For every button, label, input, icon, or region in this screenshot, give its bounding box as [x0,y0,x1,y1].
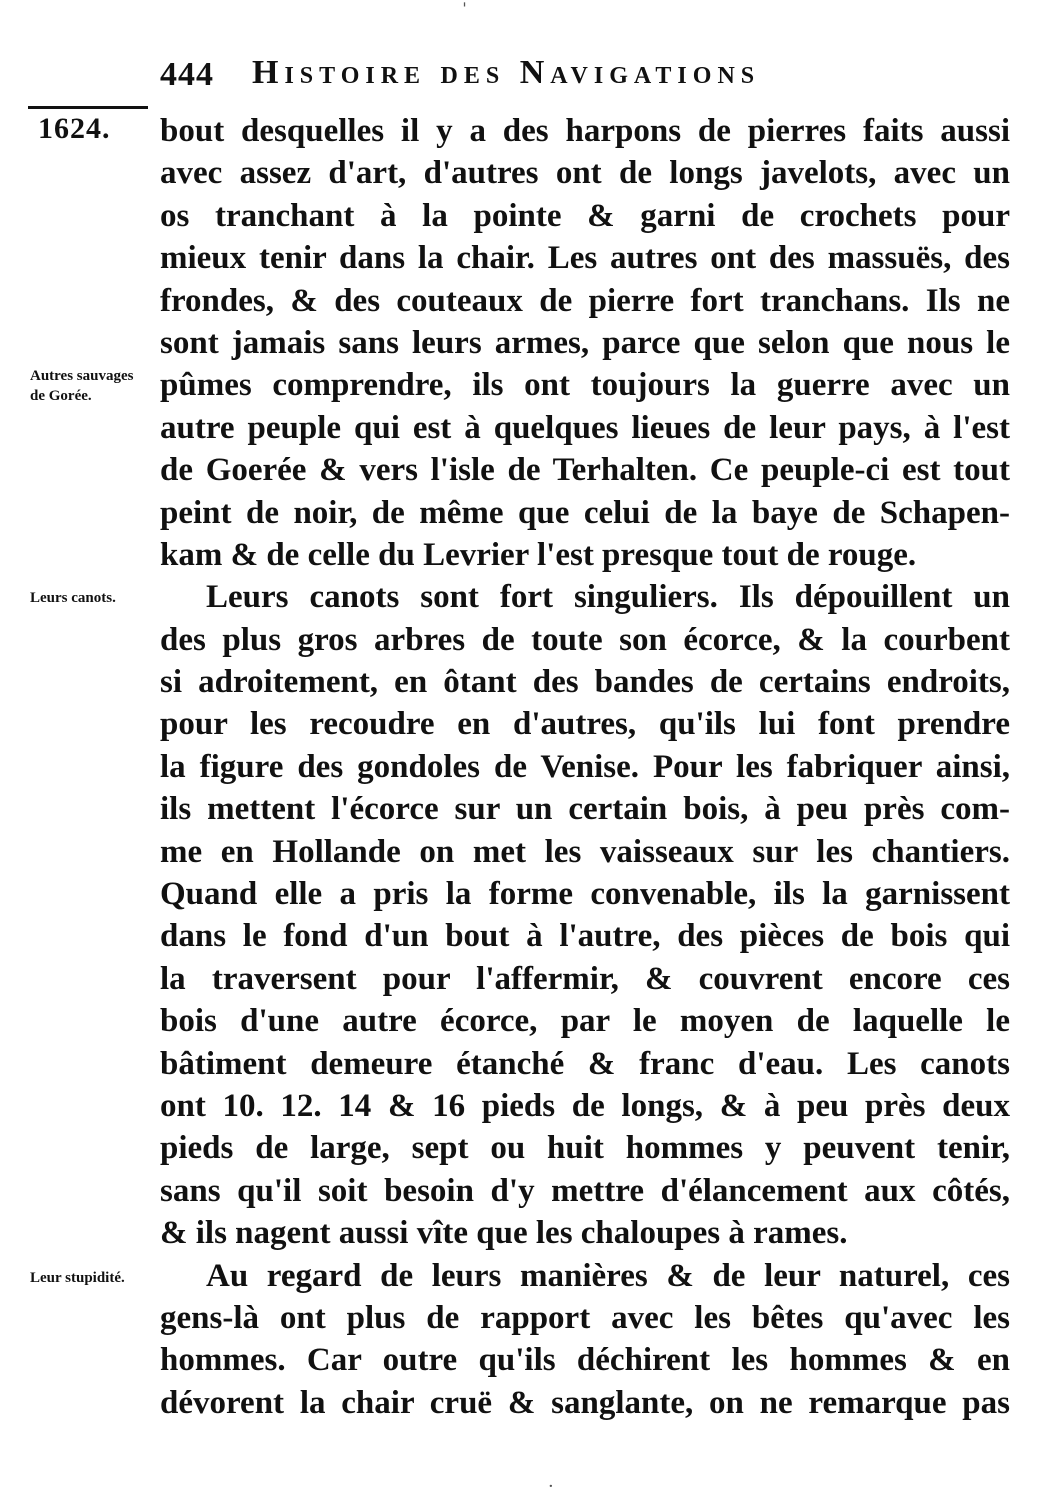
text-line: si adroitement, en ôtant des bandes de certains endroits, [160,664,1010,701]
text-line: sont jamais sans leurs armes, parce que selon que nous le [160,324,1010,361]
running-header [160,52,1020,102]
text-line: frondes, & des couteaux de pierre fort tranchans. Ils ne [160,282,1010,319]
text-line: la traversent pour l'affermir, & couvrent encore ces [160,960,1010,997]
running-title: Histoire des Navigations [252,54,761,91]
text-line: Au regard de leurs manières & de leur naturel, ces [206,1257,1010,1294]
text-line: dans le fond d'un bout à l'autre, des pièces de bois qui [160,918,1010,955]
margin-note-autres-sauvages: Autres sauvages de Gorée. [30,368,134,404]
text-line: & ils nagent aussi vîte que les chaloupes à rames. [160,1215,848,1252]
text-line: gens-là ont plus de rapport avec les bêtes qu'avec les [160,1299,1010,1336]
text-line: me en Hollande on met les vaisseaux sur les chantiers. [160,833,1010,870]
text-line: bout desquelles il y a des harpons de pierres faits aussi [160,113,1010,149]
text-line: autre peuple qui est à quelques lieues de leur pays, à l'est [160,409,1010,446]
text-line: os tranchant à la pointe & garni de crochets pour [160,197,1010,234]
text-line: peint de noir, de même que celui de la baye de Schapen- [160,494,1010,531]
text-line: Leurs canots sont fort singuliers. Ils dépouillent un [206,579,1010,616]
text-line: des plus gros arbres de toute son écorce, & la courbent [160,621,1010,658]
text-line: de Goerée & vers l'isle de Terhalten. Ce peuple-ci est tout [160,452,1010,489]
text-line: Quand elle a pris la forme convenable, ils la garnissent [160,876,1010,913]
text-line: bâtiment demeure étanché & franc d'eau. Les canots [160,1045,1010,1082]
margin-note-leur-stupidite: Leur stupidité. [30,1270,125,1286]
text-line: pieds de large, sept ou huit hommes y peuvent tenir, [160,1130,1010,1167]
text-line: ils mettent l'écorce sur un certain bois, à peu près com- [160,791,1010,828]
text-line: ont 10. 12. 14 & 16 pieds de longs, & à peu près deux [160,1087,1010,1124]
margin-note-leurs-canots: Leurs canots. [30,590,116,606]
text-line: pûmes comprendre, ils ont toujours la guerre avec un [160,367,1010,404]
text-line: pour les recoudre en d'autres, qu'ils lui font prendre [160,706,1010,743]
margin-year: 1624. [38,112,111,145]
ink-speck: · [548,1476,554,1497]
page-number: 444 [160,56,214,93]
body-text [160,110,1010,1424]
text-line: dévorent la chair cruë & sanglante, on ne remarque pas [160,1384,1010,1421]
year-rule [28,106,148,109]
text-line: kam & de celle du Levrier l'est presque tout de rouge. [160,536,917,573]
text-line: la figure des gondoles de Venise. Pour les fabriquer ainsi, [160,748,1010,785]
text-line: bois d'une autre écorce, par le moyen de laquelle le [160,1003,1010,1040]
text-line: avec assez d'art, d'autres ont de longs javelots, avec un [160,155,1010,192]
ink-speck: ˈ [462,0,467,21]
text-line: hommes. Car outre qu'ils déchirent les hommes & en [160,1342,1010,1379]
text-line: mieux tenir dans la chair. Les autres ont des massuës, des [160,240,1010,277]
text-line: sans qu'il soit besoin d'y mettre d'élancement aux côtés, [160,1172,1010,1209]
